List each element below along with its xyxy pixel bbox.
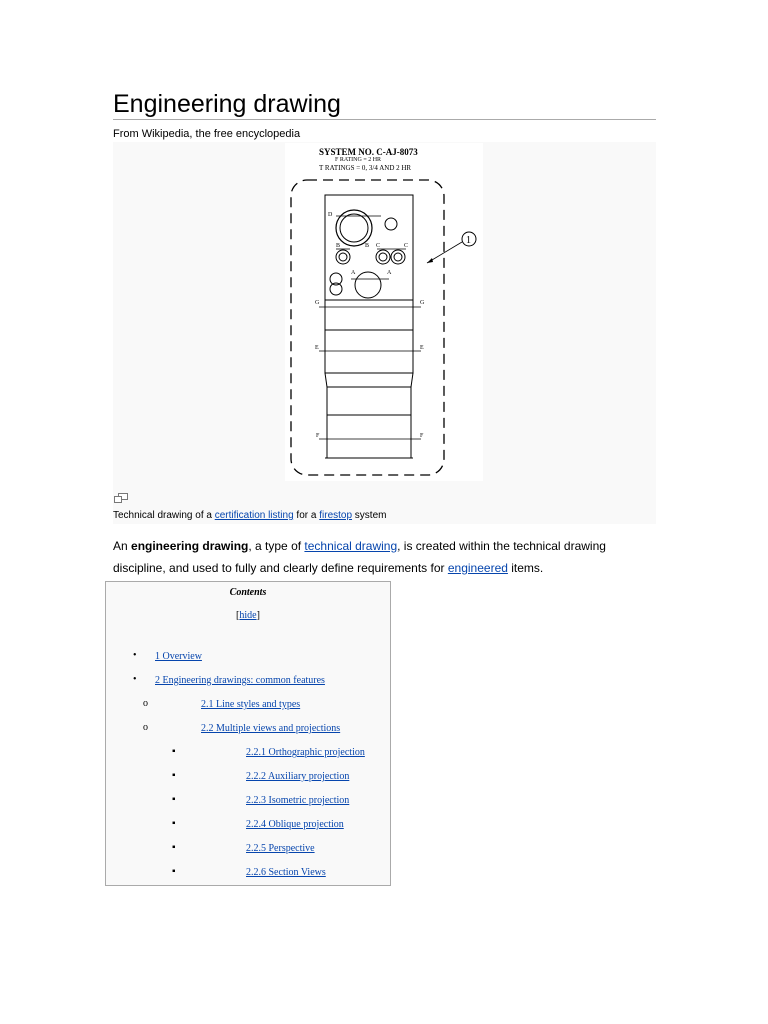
toc-toggle: [hide] xyxy=(236,610,260,621)
toc-link[interactable]: 2.2 Multiple views and projections xyxy=(201,723,341,734)
toc-link[interactable]: 2 Engineering drawings: common features xyxy=(155,675,325,686)
svg-text:A: A xyxy=(351,270,356,276)
svg-text:F: F xyxy=(420,433,424,439)
toc-link[interactable]: 2.1 Line styles and types xyxy=(201,699,301,710)
certification-listing-link[interactable]: certification listing xyxy=(214,510,294,521)
toc-bullet: • xyxy=(133,674,137,685)
section-label: D xyxy=(328,212,333,218)
table-of-contents xyxy=(105,581,391,886)
drawing-svg xyxy=(285,143,483,481)
toc-link[interactable]: 2.2.2 Auxiliary projection xyxy=(246,771,350,782)
bold-term: engineering drawing xyxy=(131,539,249,553)
toc-bullet: ▪ xyxy=(172,770,176,781)
toc-link[interactable]: 2.2.6 Section Views xyxy=(246,867,326,878)
drawing-heading-1: SYSTEM NO. C-AJ-8073 xyxy=(319,147,418,157)
page-title: Engineering drawing xyxy=(113,90,341,118)
toc-title: Contents xyxy=(229,587,267,598)
technical-drawing-image[interactable] xyxy=(285,143,483,481)
toc-bullet: ▪ xyxy=(172,794,176,805)
site-sub: From Wikipedia, the free encyclopedia xyxy=(113,128,301,140)
firestop-link[interactable]: firestop xyxy=(319,510,353,521)
svg-text:C: C xyxy=(404,243,409,249)
svg-text:B: B xyxy=(365,243,370,249)
toc-link[interactable]: 2.2.4 Oblique projection xyxy=(246,819,344,830)
svg-text:C: C xyxy=(376,243,381,249)
toc-link[interactable]: 1 Overview xyxy=(155,651,202,662)
toc-bullet: ▪ xyxy=(172,842,176,853)
svg-text:F: F xyxy=(316,433,320,439)
toc-bullet: ▪ xyxy=(172,746,176,757)
toc-bullet: ▪ xyxy=(172,818,176,829)
drawing-heading-2: F RATING = 2 HR xyxy=(335,157,382,163)
toc-bullet: • xyxy=(133,650,137,661)
enlarge-icon[interactable] xyxy=(114,490,128,500)
toc-hide-link[interactable]: hide xyxy=(239,610,257,621)
drawing-heading-3: T RATINGS = 0, 3/4 AND 2 HR xyxy=(319,164,412,172)
engineered-link[interactable]: engineered xyxy=(447,561,508,575)
toc-bullet: o xyxy=(143,698,148,709)
figure-caption: Technical drawing of a certification listing for a firestop system xyxy=(113,510,387,521)
svg-text:A: A xyxy=(387,270,392,276)
svg-text:E: E xyxy=(420,345,424,351)
svg-text:B: B xyxy=(336,243,341,249)
toc-bullet: ▪ xyxy=(172,866,176,877)
toc-link[interactable]: 2.2.3 Isometric projection xyxy=(246,795,350,806)
intro-paragraph: An engineering drawing, a type of technical drawing, is created within the technical drawing discipline, and used to fully and clearly define requirements for engineered items. xyxy=(113,539,606,575)
technical-drawing-link[interactable]: technical drawing xyxy=(304,539,398,553)
toc-bullet: o xyxy=(143,722,148,733)
toc-link[interactable]: 2.2.5 Perspective xyxy=(246,843,315,854)
callout-label: 1 xyxy=(466,235,471,246)
title-divider xyxy=(113,119,656,120)
svg-text:G: G xyxy=(315,300,320,306)
svg-text:E: E xyxy=(315,345,319,351)
svg-text:G: G xyxy=(420,300,425,306)
toc-link[interactable]: 2.2.1 Orthographic projection xyxy=(246,747,365,758)
